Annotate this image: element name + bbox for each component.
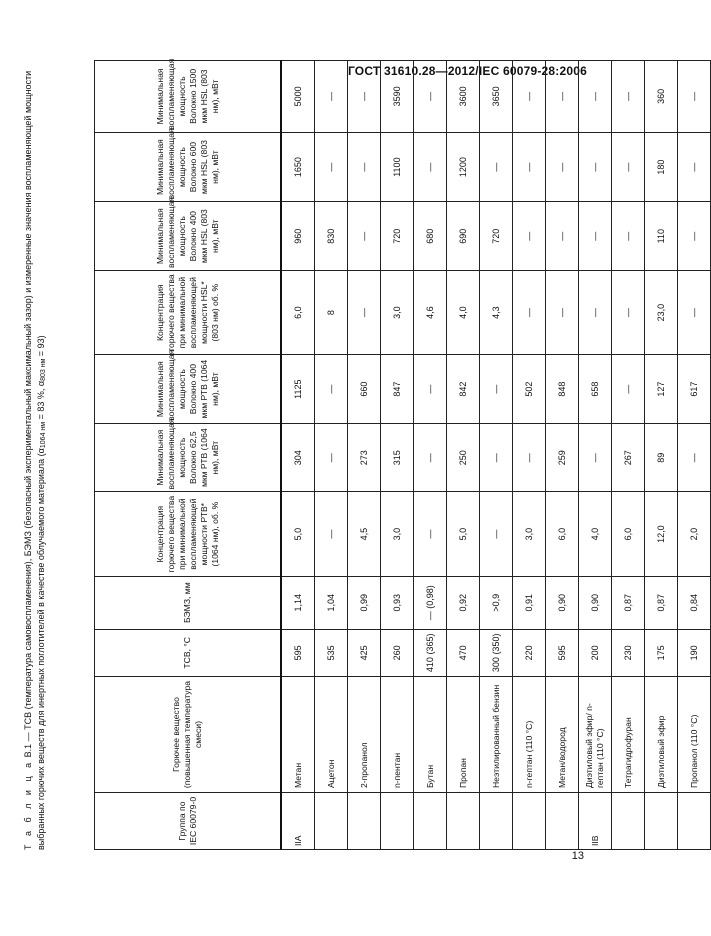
- caption-formula-d: 803 нм: [40, 358, 47, 381]
- cell-conc-hsl: —: [612, 270, 645, 354]
- cell-group: [381, 793, 414, 850]
- cell-group: [414, 793, 447, 850]
- cell-p62: 267: [612, 423, 645, 492]
- cell-tsv: 220: [513, 629, 546, 676]
- cell-conc-ptb: 3,0: [381, 492, 414, 576]
- cell-p400: —: [612, 355, 645, 424]
- cell-p62: —: [678, 423, 711, 492]
- cell-p400: 847: [381, 355, 414, 424]
- cell-p400: —: [315, 355, 348, 424]
- cell-h400: —: [513, 202, 546, 271]
- cell-h600: 1650: [281, 132, 315, 202]
- cell-conc-hsl: 8: [315, 270, 348, 354]
- column-header: Минимальная воспламеняющая мощность Волокно 400 мкм HSL (803 нм), мВт: [95, 202, 282, 271]
- caption-formula-e: = 93): [36, 335, 46, 359]
- page-number: 13: [571, 850, 584, 862]
- ignition-power-table: [94, 60, 711, 850]
- caption-text: В.1 — ТСВ (температура самовоспламенения), БЭМЗ (безопасный экспериментальный максимальный зазор) и измеренные значения воспламеняющей мощности выбранных горючих веществ для инертных поглотителей в качестве облучаемого материала: [23, 70, 46, 850]
- cell-name: Неэтилированный бензин: [480, 677, 513, 793]
- table-row: [381, 61, 414, 850]
- table-row: [678, 61, 711, 850]
- cell-bemz: — (0,98): [414, 576, 447, 629]
- cell-group: [546, 793, 579, 850]
- cell-tsv: 595: [281, 629, 315, 676]
- cell-p62: —: [513, 423, 546, 492]
- cell-h1500: 360: [645, 61, 678, 133]
- cell-conc-hsl: —: [678, 270, 711, 354]
- cell-conc-ptb: 4,0: [579, 492, 612, 576]
- cell-h600: —: [315, 132, 348, 202]
- table-row: [414, 61, 447, 850]
- cell-p400: —: [414, 355, 447, 424]
- column-header: ТСВ, °С: [95, 629, 282, 676]
- cell-bemz: 0,91: [513, 576, 546, 629]
- cell-p400: 617: [678, 355, 711, 424]
- cell-bemz: 0,87: [612, 576, 645, 629]
- cell-conc-ptb: 6,0: [612, 492, 645, 576]
- cell-conc-ptb: 4,5: [348, 492, 381, 576]
- cell-h600: 1100: [381, 132, 414, 202]
- cell-bemz: 0,99: [348, 576, 381, 629]
- cell-conc-ptb: 5,0: [281, 492, 315, 576]
- cell-p62: 250: [447, 423, 480, 492]
- cell-conc-hsl: —: [348, 270, 381, 354]
- caption-formula-a: (α: [36, 448, 46, 457]
- cell-h600: —: [513, 132, 546, 202]
- cell-h1500: —: [315, 61, 348, 133]
- cell-bemz: 0,87: [645, 576, 678, 629]
- cell-p400: 1125: [281, 355, 315, 424]
- cell-bemz: 0,90: [579, 576, 612, 629]
- table-row: [579, 61, 612, 850]
- column-header: Концентрация горючего вещества при минимальной воспламеняющей мощности РТВ* (1064 нм), об. %: [95, 492, 282, 576]
- cell-name: n-пентан: [381, 677, 414, 793]
- cell-tsv: 410 (365): [414, 629, 447, 676]
- cell-h1500: —: [612, 61, 645, 133]
- cell-h400: 680: [414, 202, 447, 271]
- cell-p400: 127: [645, 355, 678, 424]
- column-header: Концентрация горючего вещества при минимальной воспламеняющей мощности HSL* (803 нм) об. %: [95, 270, 282, 354]
- cell-conc-ptb: 3,0: [513, 492, 546, 576]
- cell-h400: 690: [447, 202, 480, 271]
- cell-bemz: 0,92: [447, 576, 480, 629]
- cell-p62: —: [414, 423, 447, 492]
- cell-tsv: 260: [381, 629, 414, 676]
- cell-group: [315, 793, 348, 850]
- table-row: [315, 61, 348, 850]
- cell-conc-hsl: 3,0: [381, 270, 414, 354]
- column-header: Минимальная воспламеняющая мощность Волокно 400 мкм РТВ (1064 нм), мВт: [95, 355, 282, 424]
- cell-h1500: 5000: [281, 61, 315, 133]
- cell-bemz: 1,04: [315, 576, 348, 629]
- cell-h1500: —: [546, 61, 579, 133]
- cell-p62: 259: [546, 423, 579, 492]
- cell-h400: —: [348, 202, 381, 271]
- cell-p400: 660: [348, 355, 381, 424]
- cell-h400: 830: [315, 202, 348, 271]
- table-row: [612, 61, 645, 850]
- cell-h400: —: [612, 202, 645, 271]
- cell-h400: 110: [645, 202, 678, 271]
- table-row: [546, 61, 579, 850]
- cell-conc-ptb: —: [315, 492, 348, 576]
- cell-bemz: 0,90: [546, 576, 579, 629]
- cell-conc-hsl: 4,0: [447, 270, 480, 354]
- cell-p62: —: [579, 423, 612, 492]
- cell-bemz: 0,84: [678, 576, 711, 629]
- column-header: Минимальная воспламеняющая мощность Волокно 62,5 мкм РТВ (1064 нм), мВт: [95, 423, 282, 492]
- rotated-table-block: [20, 58, 699, 850]
- cell-name: 2-пропанол: [348, 677, 381, 793]
- cell-h1500: 3650: [480, 61, 513, 133]
- cell-h600: —: [678, 132, 711, 202]
- cell-tsv: 470: [447, 629, 480, 676]
- column-header: БЭМЗ, мм: [95, 576, 282, 629]
- cell-tsv: 535: [315, 629, 348, 676]
- cell-bemz: 0,93: [381, 576, 414, 629]
- cell-p62: 273: [348, 423, 381, 492]
- cell-h1500: —: [414, 61, 447, 133]
- cell-h600: —: [348, 132, 381, 202]
- cell-conc-ptb: 2,0: [678, 492, 711, 576]
- cell-h1500: 3600: [447, 61, 480, 133]
- cell-h1500: —: [579, 61, 612, 133]
- cell-p62: —: [480, 423, 513, 492]
- cell-tsv: 175: [645, 629, 678, 676]
- cell-name: Диэтиловый эфир/ n-гептан (110 °С): [579, 677, 612, 793]
- cell-conc-ptb: —: [414, 492, 447, 576]
- cell-conc-hsl: —: [546, 270, 579, 354]
- cell-name: Пропанол (110 °С): [678, 677, 711, 793]
- cell-group: [678, 793, 711, 850]
- cell-p400: 848: [546, 355, 579, 424]
- cell-tsv: 190: [678, 629, 711, 676]
- cell-p62: 315: [381, 423, 414, 492]
- cell-p62: 304: [281, 423, 315, 492]
- cell-name: Метан/водород: [546, 677, 579, 793]
- table-row: [645, 61, 678, 850]
- cell-h400: —: [546, 202, 579, 271]
- cell-conc-ptb: —: [480, 492, 513, 576]
- cell-name: Тетрагидрофуран: [612, 677, 645, 793]
- caption-label: Т а б л и ц а: [23, 759, 33, 850]
- cell-group: IIA: [281, 793, 315, 850]
- cell-p62: —: [315, 423, 348, 492]
- cell-h1500: 3590: [381, 61, 414, 133]
- cell-h400: 720: [480, 202, 513, 271]
- table-row: [513, 61, 546, 850]
- cell-tsv: 230: [612, 629, 645, 676]
- cell-bemz: 1,14: [281, 576, 315, 629]
- cell-h1500: —: [348, 61, 381, 133]
- cell-group: [645, 793, 678, 850]
- cell-conc-hsl: 4,6: [414, 270, 447, 354]
- cell-bemz: >0,9: [480, 576, 513, 629]
- cell-group: [513, 793, 546, 850]
- column-header: Минимальная воспламеняющая мощность Волокно 1500 мкм HSL (803 нм), мВт: [95, 61, 282, 133]
- cell-p400: 658: [579, 355, 612, 424]
- cell-tsv: 300 (350): [480, 629, 513, 676]
- cell-conc-hsl: —: [579, 270, 612, 354]
- standard-header: ГОСТ 31610.28—2012/IEC 60079-28:2006: [347, 64, 587, 78]
- cell-conc-ptb: 6,0: [546, 492, 579, 576]
- cell-name: Пропан: [447, 677, 480, 793]
- table-row: [348, 61, 381, 850]
- cell-tsv: 595: [546, 629, 579, 676]
- cell-group: [480, 793, 513, 850]
- cell-h1500: —: [513, 61, 546, 133]
- column-header: Группа по IEC 60079-0: [95, 793, 282, 850]
- table-header-row: [95, 61, 282, 850]
- cell-h600: —: [579, 132, 612, 202]
- cell-name: Ацетон: [315, 677, 348, 793]
- caption-formula-c: = 83 %, α: [36, 380, 46, 422]
- cell-conc-hsl: 23,0: [645, 270, 678, 354]
- cell-conc-hsl: —: [513, 270, 546, 354]
- column-header: Минимальная воспламеняющая мощность Волокно 600 мкм HSL (803 нм), мВт: [95, 132, 282, 202]
- cell-h600: —: [546, 132, 579, 202]
- cell-h1500: —: [678, 61, 711, 133]
- cell-h600: 180: [645, 132, 678, 202]
- cell-tsv: 200: [579, 629, 612, 676]
- cell-tsv: 425: [348, 629, 381, 676]
- cell-name: n-гептан (110 °С): [513, 677, 546, 793]
- caption-formula-b: 1064 нм: [40, 421, 47, 449]
- cell-h400: 960: [281, 202, 315, 271]
- cell-h400: —: [579, 202, 612, 271]
- table-row: [480, 61, 513, 850]
- cell-conc-ptb: 12,0: [645, 492, 678, 576]
- cell-h400: —: [678, 202, 711, 271]
- cell-h400: 720: [381, 202, 414, 271]
- cell-h600: 1200: [447, 132, 480, 202]
- cell-p400: 502: [513, 355, 546, 424]
- cell-name: Метан: [281, 677, 315, 793]
- table-caption: [22, 60, 50, 850]
- cell-group: [612, 793, 645, 850]
- cell-h600: —: [414, 132, 447, 202]
- cell-h600: —: [612, 132, 645, 202]
- cell-h600: —: [480, 132, 513, 202]
- cell-group: [447, 793, 480, 850]
- cell-conc-hsl: 4,3: [480, 270, 513, 354]
- cell-name: Диэтиловый эфир: [645, 677, 678, 793]
- cell-p400: —: [480, 355, 513, 424]
- cell-group: [348, 793, 381, 850]
- cell-p400: 842: [447, 355, 480, 424]
- cell-name: Бутан: [414, 677, 447, 793]
- table-body: [281, 61, 711, 850]
- cell-p62: 89: [645, 423, 678, 492]
- column-header: Горючее вещество (повышенная температура смеси): [95, 677, 282, 793]
- cell-group: IIB: [579, 793, 612, 850]
- cell-conc-hsl: 6,0: [281, 270, 315, 354]
- table-row: [281, 61, 315, 850]
- table-row: [447, 61, 480, 850]
- cell-conc-ptb: 5,0: [447, 492, 480, 576]
